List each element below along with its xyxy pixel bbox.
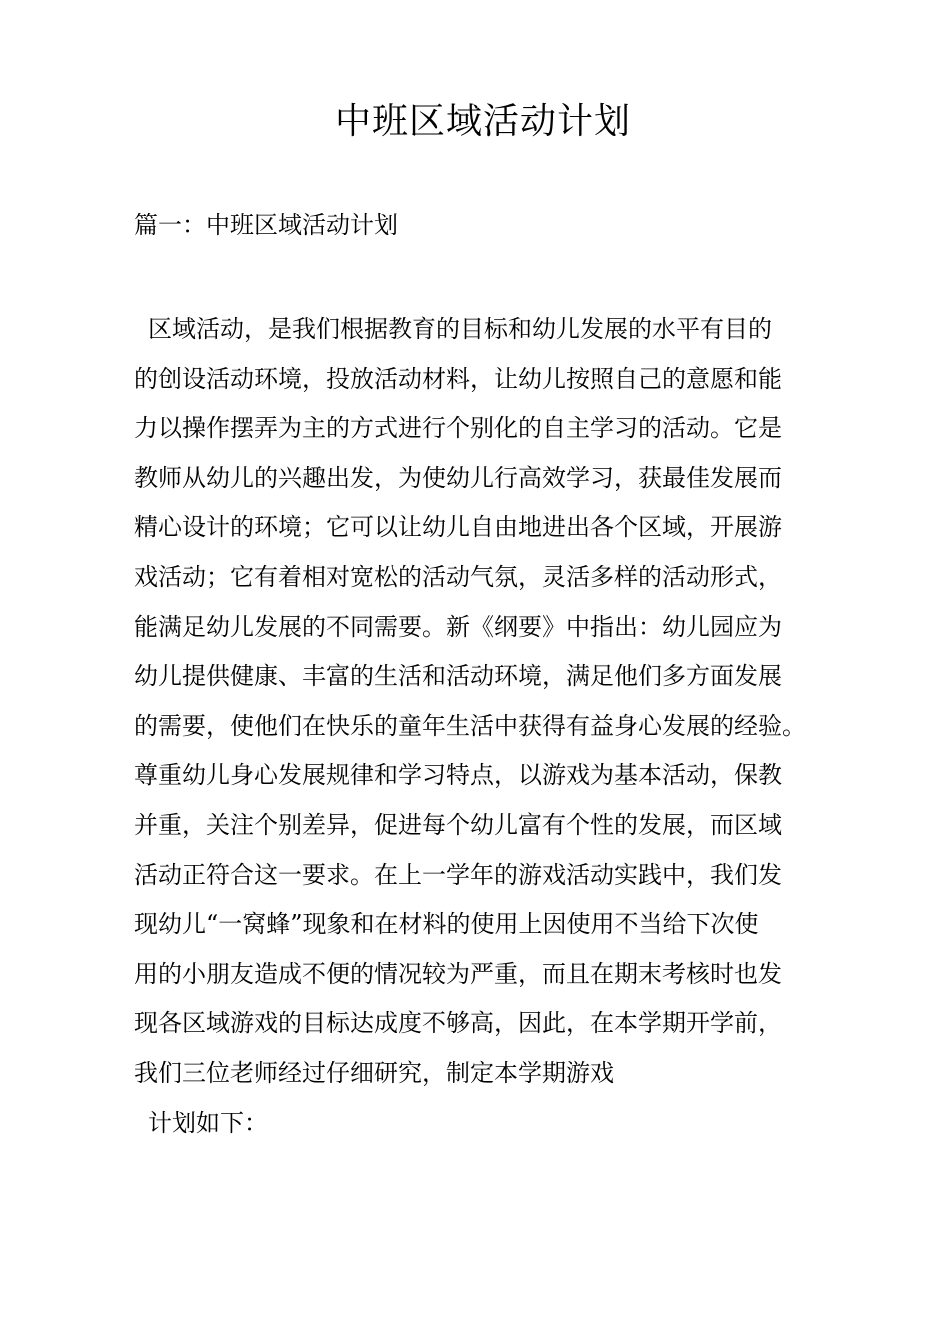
text-line: 区域活动，是我们根据教育的目标和幼儿发展的水平有目的 — [148, 315, 772, 343]
text-line: 现各区域游戏的目标达成度不够高，因此，在本学期开学前， — [134, 1009, 782, 1038]
text-line: 计划如下： — [148, 1108, 268, 1137]
text-line: 戏活动；它有着相对宽松的活动气氛，灵活多样的活动形式， — [134, 562, 782, 591]
text-line: 幼儿提供健康、丰富的生活和活动环境，满足他们多方面发展 — [134, 662, 782, 691]
text-line: 能满足幼儿发展的不同需要。新《纲要》中指出：幼儿园应为 — [134, 612, 782, 641]
text-line: 现幼儿“一窝蜂”现象和在材料的使用上因使用不当给下次使 — [134, 910, 759, 939]
document-title: 中班区域活动计划 — [334, 101, 631, 142]
text-line: 用的小朋友造成不便的情况较为严重，而且在期末考核时也发 — [134, 959, 782, 988]
text-line: 精心设计的环境；它可以让幼儿自由地进出各个区域，开展游 — [134, 513, 782, 542]
section-heading: 篇一：中班区域活动计划 — [134, 211, 398, 239]
text-line: 我们三位老师经过仔细研究，制定本学期游戏 — [134, 1058, 614, 1087]
text-line: 活动正符合这一要求。在上一学年的游戏活动实践中，我们发 — [134, 860, 782, 889]
text-line: 的创设活动环境，投放活动材料，让幼儿按照自己的意愿和能 — [134, 364, 782, 393]
text-line: 教师从幼儿的兴趣出发，为使幼儿行高效学习，获最佳发展而 — [134, 463, 782, 492]
text-line: 尊重幼儿身心发展规律和学习特点，以游戏为基本活动，保教 — [134, 761, 782, 790]
text-line: 并重，关注个别差异，促进每个幼儿富有个性的发展，而区域 — [134, 810, 782, 839]
text-line: 的需要，使他们在快乐的童年生活中获得有益身心发展的经验。 — [134, 711, 806, 740]
body-paragraph — [134, 305, 854, 1148]
text-line: 力以操作摆弄为主的方式进行个别化的自主学习的活动。它是 — [134, 414, 782, 443]
